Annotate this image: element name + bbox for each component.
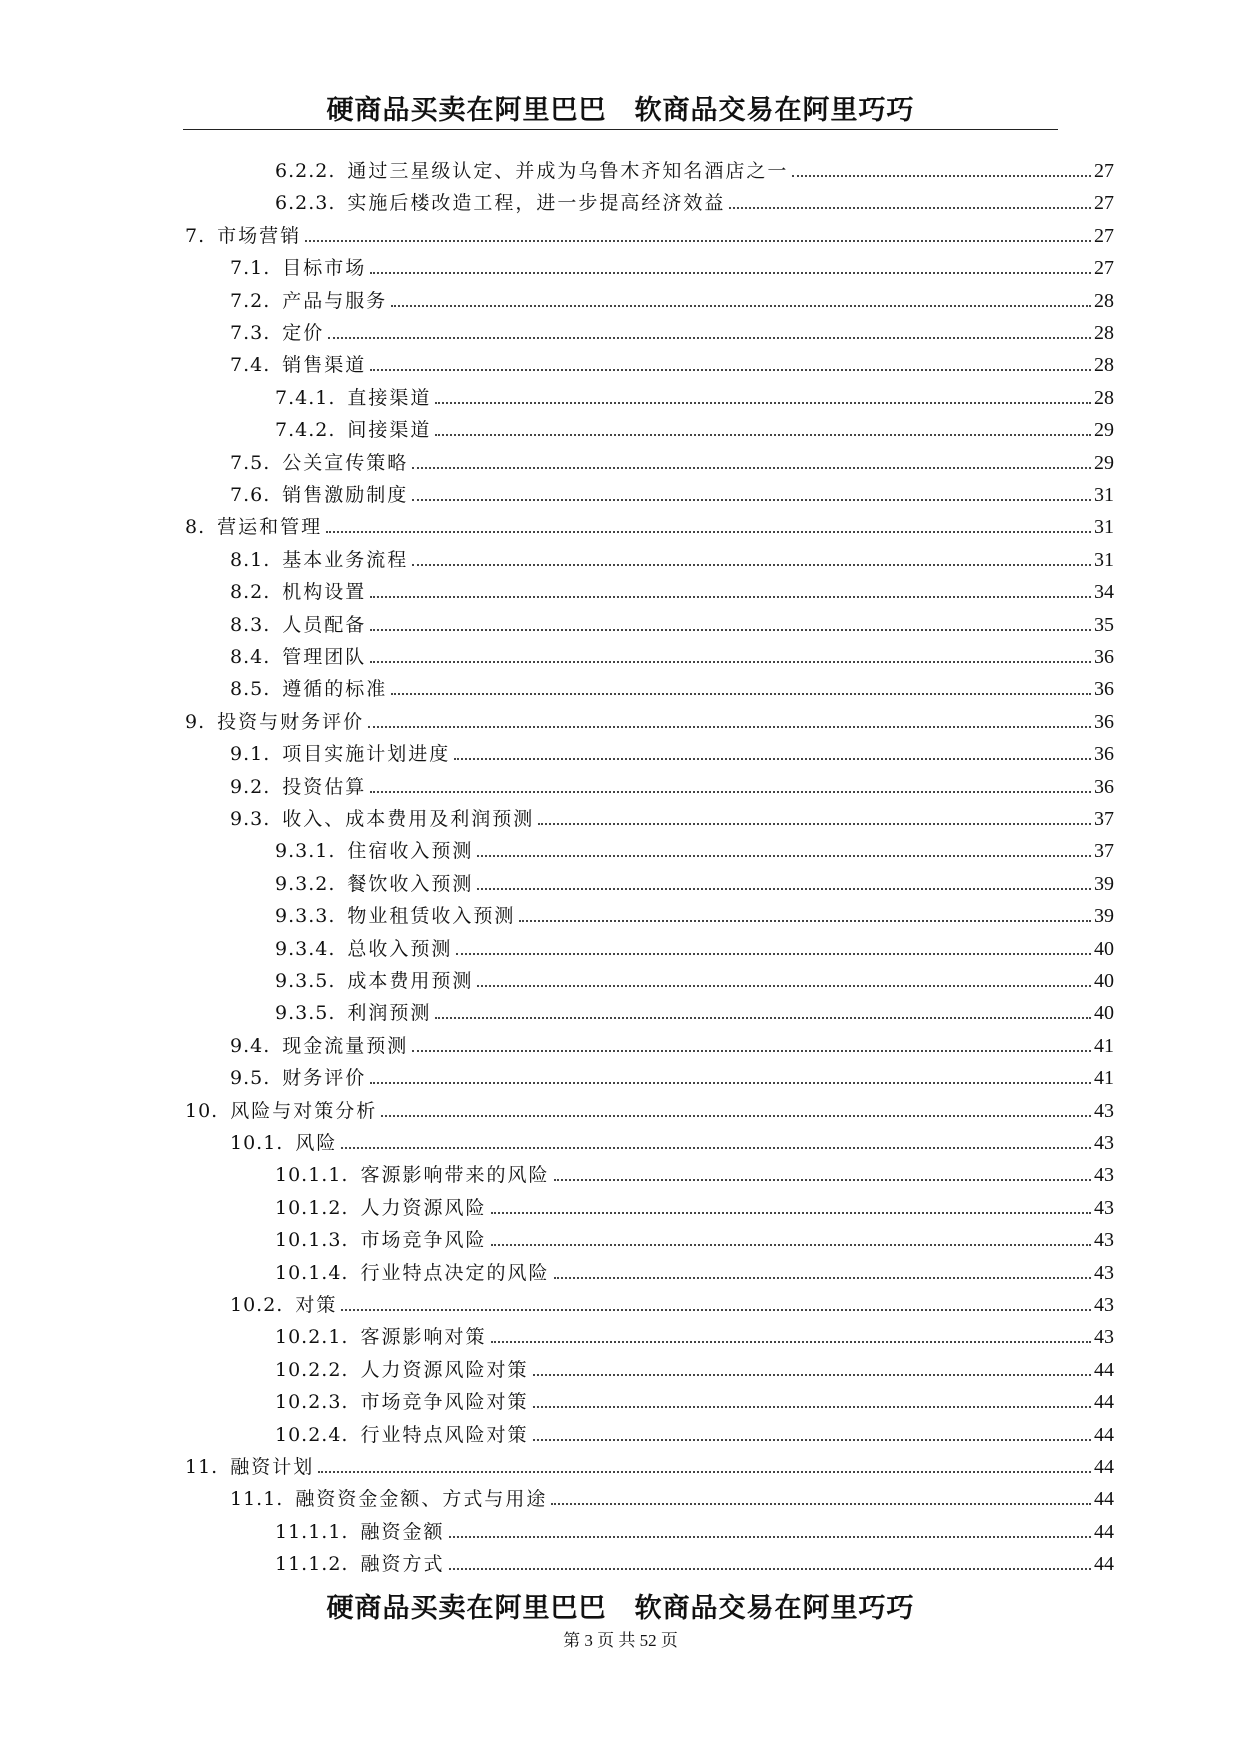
toc-entry-page: 44 — [1094, 1520, 1114, 1543]
toc-entry-number: 10.1.2. — [275, 1196, 349, 1219]
toc-entry-title: 人力资源风险对策 — [360, 1358, 529, 1381]
toc-entry-number: 11.1. — [230, 1488, 284, 1511]
toc-entry-number: 6.2.2. — [275, 160, 336, 182]
toc-entry-page: 28 — [1094, 289, 1114, 312]
toc-entry[interactable] — [230, 475, 1114, 507]
toc-entry[interactable] — [275, 410, 1114, 442]
toc-entry-title: 客源影响对策 — [360, 1326, 487, 1349]
toc-entry-page: 39 — [1094, 905, 1114, 928]
toc-entry-number: 10.2.1. — [275, 1326, 349, 1349]
toc-entry-page: 41 — [1094, 1034, 1114, 1057]
page-number: 第 3 页 共 52 页 — [563, 1631, 678, 1650]
toc-entry-page: 39 — [1094, 872, 1114, 895]
toc-dot-leader — [370, 369, 1091, 371]
toc-entry[interactable] — [230, 443, 1114, 475]
toc-entry-title: 收入、成本费用及利润预测 — [282, 808, 535, 830]
toc-entry[interactable] — [275, 993, 1114, 1025]
toc-entry-title: 机构设置 — [282, 581, 367, 604]
toc-entry-title: 融资金额 — [360, 1520, 445, 1543]
toc-entry-page: 44 — [1094, 1358, 1114, 1381]
toc-entry-page: 40 — [1094, 937, 1114, 960]
toc-entry-title: 通过三星级认定、并成为乌鲁木齐知名酒店之一 — [347, 160, 789, 182]
toc-entry-page: 36 — [1094, 646, 1114, 668]
toc-dot-leader — [370, 1082, 1091, 1084]
toc-entry-number: 7.2. — [230, 289, 271, 312]
toc-entry-title: 定价 — [282, 322, 325, 344]
toc-entry-number: 7.1. — [230, 257, 271, 280]
toc-entry-page: 36 — [1094, 710, 1114, 733]
toc-dot-leader — [341, 1147, 1091, 1149]
toc-entry[interactable] — [230, 637, 1114, 669]
toc-entry[interactable] — [275, 1382, 1114, 1414]
toc-entry-title: 投资估算 — [282, 775, 367, 798]
toc-dot-leader — [533, 1374, 1092, 1376]
toc-entry-title: 市场竞争风险对策 — [360, 1391, 529, 1414]
toc-entry[interactable] — [185, 1447, 1114, 1479]
toc-entry-title: 人力资源风险 — [360, 1196, 487, 1219]
toc-entry-title: 基本业务流程 — [282, 548, 409, 571]
toc-entry-title: 风险 — [295, 1132, 338, 1154]
toc-dot-leader — [554, 1179, 1092, 1181]
toc-entry[interactable] — [230, 799, 1114, 831]
toc-dot-leader — [412, 1050, 1091, 1052]
toc-entry-number: 7. — [185, 224, 206, 247]
toc-entry-number: 9.4. — [230, 1034, 271, 1057]
toc-dot-leader — [477, 855, 1091, 857]
toc-dot-leader — [454, 758, 1091, 760]
toc-dot-leader — [341, 1309, 1091, 1311]
toc-entry[interactable] — [230, 669, 1114, 701]
toc-entry[interactable] — [230, 1058, 1114, 1090]
toc-entry-number: 10. — [185, 1099, 219, 1122]
toc-entry-page: 28 — [1094, 354, 1114, 377]
toc-entry-title: 销售激励制度 — [282, 484, 409, 506]
toc-entry[interactable] — [230, 572, 1114, 604]
toc-entry[interactable] — [230, 281, 1114, 313]
toc-entry-title: 客源影响带来的风险 — [360, 1164, 550, 1187]
toc-entry-number: 9. — [185, 710, 206, 733]
toc-entry[interactable] — [275, 1155, 1114, 1187]
toc-entry-number: 10.2. — [230, 1294, 284, 1316]
toc-entry-number: 8. — [185, 516, 206, 539]
toc-entry-number: 10.1.3. — [275, 1229, 349, 1252]
toc-dot-leader — [519, 920, 1091, 922]
toc-entry-title: 行业特点决定的风险 — [360, 1261, 550, 1284]
toc-entry-number: 8.5. — [230, 678, 271, 701]
toc-entry-title: 项目实施计划进度 — [282, 743, 451, 766]
toc-entry-number: 9.3.3. — [275, 905, 336, 928]
toc-dot-leader — [491, 1212, 1092, 1214]
toc-dot-leader — [370, 791, 1091, 793]
toc-entry-title: 目标市场 — [282, 257, 367, 280]
toc-entry[interactable] — [230, 734, 1114, 766]
toc-entry-page: 31 — [1094, 548, 1114, 571]
toc-entry[interactable] — [185, 216, 1114, 248]
toc-dot-leader — [318, 1471, 1091, 1473]
toc-dot-leader — [412, 564, 1091, 566]
toc-dot-leader — [328, 337, 1091, 339]
toc-entry-title: 行业特点风险对策 — [360, 1423, 529, 1446]
toc-entry-number: 10.2.2. — [275, 1358, 349, 1381]
toc-entry-page: 44 — [1094, 1488, 1114, 1511]
toc-entry-title: 投资与财务评价 — [217, 710, 365, 733]
toc-entry-title: 融资资金金额、方式与用途 — [295, 1488, 548, 1511]
toc-entry-number: 9.2. — [230, 775, 271, 798]
toc-entry-page: 37 — [1094, 808, 1114, 830]
toc-entry-number: 9.3.1. — [275, 840, 336, 863]
toc-entry[interactable] — [275, 1350, 1114, 1382]
toc-entry-number: 9.5. — [230, 1067, 271, 1090]
toc-entry-page: 27 — [1094, 224, 1114, 247]
toc-dot-leader — [435, 434, 1091, 436]
toc-dot-leader — [370, 596, 1091, 598]
toc-entry-page: 43 — [1094, 1164, 1114, 1187]
header-right-text: 软商品交易在阿里巧巧 — [634, 95, 915, 126]
toc-entry-page: 43 — [1094, 1229, 1114, 1252]
toc-entry-page: 35 — [1094, 613, 1114, 636]
toc-dot-leader — [391, 693, 1091, 695]
toc-entry-page: 28 — [1094, 386, 1114, 409]
page-footer — [0, 1586, 1241, 1625]
toc-entry[interactable] — [275, 896, 1114, 928]
toc-dot-leader — [381, 1115, 1091, 1117]
toc-entry-number: 10.2.3. — [275, 1391, 349, 1414]
toc-entry-number: 7.5. — [230, 451, 271, 474]
toc-entry-number: 9.3.4. — [275, 937, 336, 960]
toc-entry-number: 11.1.2. — [275, 1553, 349, 1576]
toc-entry[interactable] — [275, 183, 1114, 215]
toc-entry-number: 9.3.5. — [275, 970, 336, 992]
toc-entry-title: 公关宣传策略 — [282, 451, 409, 474]
toc-entry-page: 43 — [1094, 1294, 1114, 1316]
toc-dot-leader — [370, 272, 1091, 274]
toc-dot-leader — [412, 467, 1091, 469]
toc-dot-leader — [792, 175, 1091, 177]
toc-entry-page: 34 — [1094, 581, 1114, 604]
toc-entry-number: 7.3. — [230, 322, 271, 344]
toc-dot-leader — [491, 1341, 1092, 1343]
toc-entry-title: 现金流量预测 — [282, 1034, 409, 1057]
toc-entry-title: 财务评价 — [282, 1067, 367, 1090]
toc-entry-title: 对策 — [295, 1294, 338, 1316]
toc-dot-leader — [449, 1568, 1092, 1570]
toc-entry[interactable] — [230, 767, 1114, 799]
toc-entry-page: 29 — [1094, 451, 1114, 474]
toc-entry-page: 27 — [1094, 192, 1114, 215]
toc-dot-leader — [533, 1439, 1092, 1441]
toc-entry-page: 44 — [1094, 1391, 1114, 1414]
toc-entry-title: 直接渠道 — [347, 386, 432, 409]
toc-entry[interactable] — [230, 1026, 1114, 1058]
toc-entry-number: 9.3.2. — [275, 872, 336, 895]
toc-dot-leader — [370, 661, 1091, 663]
toc-dot-leader — [326, 531, 1091, 533]
toc-entry[interactable] — [275, 864, 1114, 896]
toc-entry-number: 10.2.4. — [275, 1423, 349, 1446]
toc-dot-leader — [729, 207, 1091, 209]
toc-entry-page: 43 — [1094, 1099, 1114, 1122]
toc-entry-number: 10.1. — [230, 1132, 284, 1154]
toc-entry-title: 总收入预测 — [347, 937, 453, 960]
toc-entry[interactable] — [275, 929, 1114, 961]
toc-entry-number: 6.2.3. — [275, 192, 336, 215]
toc-entry-page: 41 — [1094, 1067, 1114, 1090]
header-left-text: 硬商品买卖在阿里巴巴 — [326, 95, 607, 126]
toc-entry-number: 7.4. — [230, 354, 271, 377]
toc-entry[interactable] — [230, 1123, 1114, 1155]
toc-entry[interactable] — [230, 1285, 1114, 1317]
toc-entry-number: 11.1.1. — [275, 1520, 349, 1543]
toc-entry-page: 44 — [1094, 1423, 1114, 1446]
toc-entry-title: 融资计划 — [230, 1456, 315, 1478]
toc-entry-number: 7.4.1. — [275, 386, 336, 409]
toc-entry-title: 管理团队 — [282, 646, 367, 668]
toc-entry-number: 7.6. — [230, 484, 271, 506]
toc-entry-title: 餐饮收入预测 — [347, 872, 474, 895]
toc-dot-leader — [456, 953, 1091, 955]
toc-entry[interactable] — [230, 248, 1114, 280]
toc-entry[interactable] — [185, 507, 1114, 539]
toc-entry[interactable] — [275, 1220, 1114, 1252]
toc-entry-page: 36 — [1094, 678, 1114, 701]
toc-entry-title: 风险与对策分析 — [230, 1099, 378, 1122]
toc-entry[interactable] — [275, 151, 1114, 183]
footer-left-text: 硬商品买卖在阿里巴巴 — [326, 1593, 607, 1624]
toc-entry-title: 产品与服务 — [282, 289, 388, 312]
toc-entry-page: 31 — [1094, 516, 1114, 539]
toc-entry[interactable] — [275, 1415, 1114, 1447]
toc-entry-page: 31 — [1094, 484, 1114, 506]
toc-dot-leader — [477, 888, 1091, 890]
toc-dot-leader — [477, 985, 1091, 987]
toc-entry-number: 8.4. — [230, 646, 271, 668]
toc-entry-page: 43 — [1094, 1326, 1114, 1349]
toc-entry-page: 36 — [1094, 775, 1114, 798]
toc-entry-number: 8.2. — [230, 581, 271, 604]
toc-dot-leader — [370, 629, 1091, 631]
toc-dot-leader — [551, 1503, 1091, 1505]
toc-entry-page: 28 — [1094, 322, 1114, 344]
toc-entry-page: 29 — [1094, 419, 1114, 442]
toc-entry-number: 8.1. — [230, 548, 271, 571]
toc-entry[interactable] — [185, 702, 1114, 734]
toc-entry-number: 8.3. — [230, 613, 271, 636]
toc-dot-leader — [533, 1406, 1092, 1408]
toc-entry[interactable] — [230, 540, 1114, 572]
toc-entry-title: 销售渠道 — [282, 354, 367, 377]
toc-entry[interactable] — [275, 1317, 1114, 1349]
toc-entry[interactable] — [230, 1479, 1114, 1511]
toc-entry[interactable] — [275, 1512, 1114, 1544]
toc-entry-number: 10.1.1. — [275, 1164, 349, 1187]
toc-entry-title: 利润预测 — [347, 1002, 432, 1025]
toc-dot-leader — [554, 1277, 1092, 1279]
toc-entry-page: 43 — [1094, 1261, 1114, 1284]
toc-entry-page: 40 — [1094, 970, 1114, 992]
toc-entry[interactable] — [275, 1544, 1114, 1576]
footer-right-text: 软商品交易在阿里巧巧 — [634, 1593, 915, 1624]
toc-entry[interactable] — [185, 1091, 1114, 1123]
toc-dot-leader — [449, 1536, 1092, 1538]
toc-entry[interactable] — [275, 1188, 1114, 1220]
toc-entry-number: 11. — [185, 1456, 219, 1478]
toc-entry-page: 27 — [1094, 257, 1114, 280]
toc-entry-title: 市场竞争风险 — [360, 1229, 487, 1252]
toc-entry-title: 融资方式 — [360, 1553, 445, 1576]
toc-entry[interactable] — [275, 1253, 1114, 1285]
toc-entry-title: 住宿收入预测 — [347, 840, 474, 863]
toc-dot-leader — [391, 305, 1091, 307]
toc-dot-leader — [305, 240, 1091, 242]
toc-entry[interactable] — [230, 605, 1114, 637]
toc-dot-leader — [435, 402, 1091, 404]
toc-entry-title: 市场营销 — [217, 224, 302, 247]
toc-entry-title: 营运和管理 — [217, 516, 323, 539]
toc-entry-number: 10.1.4. — [275, 1261, 349, 1284]
toc-dot-leader — [435, 1017, 1091, 1019]
toc-entry-page: 36 — [1094, 743, 1114, 766]
toc-entry-title: 成本费用预测 — [347, 970, 474, 992]
toc-entry[interactable] — [275, 378, 1114, 410]
toc-entry-page: 43 — [1094, 1132, 1114, 1154]
toc-entry-number: 7.4.2. — [275, 419, 336, 442]
toc-entry-page: 37 — [1094, 840, 1114, 863]
toc-entry-page: 43 — [1094, 1196, 1114, 1219]
page-header — [0, 88, 1241, 127]
toc-entry-number: 9.1. — [230, 743, 271, 766]
toc-entry-title: 人员配备 — [282, 613, 367, 636]
toc-entry-title: 实施后楼改造工程，进一步提高经济效益 — [347, 192, 726, 215]
toc-entry[interactable] — [230, 313, 1114, 345]
toc-entry[interactable] — [230, 345, 1114, 377]
toc-entry[interactable] — [275, 831, 1114, 863]
toc-entry-page: 44 — [1094, 1456, 1114, 1478]
toc-dot-leader — [368, 726, 1091, 728]
toc-entry-number: 9.3.5. — [275, 1002, 336, 1025]
toc-dot-leader — [538, 823, 1091, 825]
toc-dot-leader — [412, 499, 1091, 501]
toc-entry-page: 27 — [1094, 160, 1114, 182]
toc-entry-page: 44 — [1094, 1553, 1114, 1576]
toc-entry[interactable] — [275, 961, 1114, 993]
toc-entry-page: 40 — [1094, 1002, 1114, 1025]
toc-entry-number: 9.3. — [230, 808, 271, 830]
toc-dot-leader — [491, 1244, 1092, 1246]
toc-entry-title: 间接渠道 — [347, 419, 432, 442]
toc-entry-title: 遵循的标准 — [282, 678, 388, 701]
toc-entry-title: 物业租赁收入预测 — [347, 905, 516, 928]
header-divider — [183, 129, 1058, 130]
